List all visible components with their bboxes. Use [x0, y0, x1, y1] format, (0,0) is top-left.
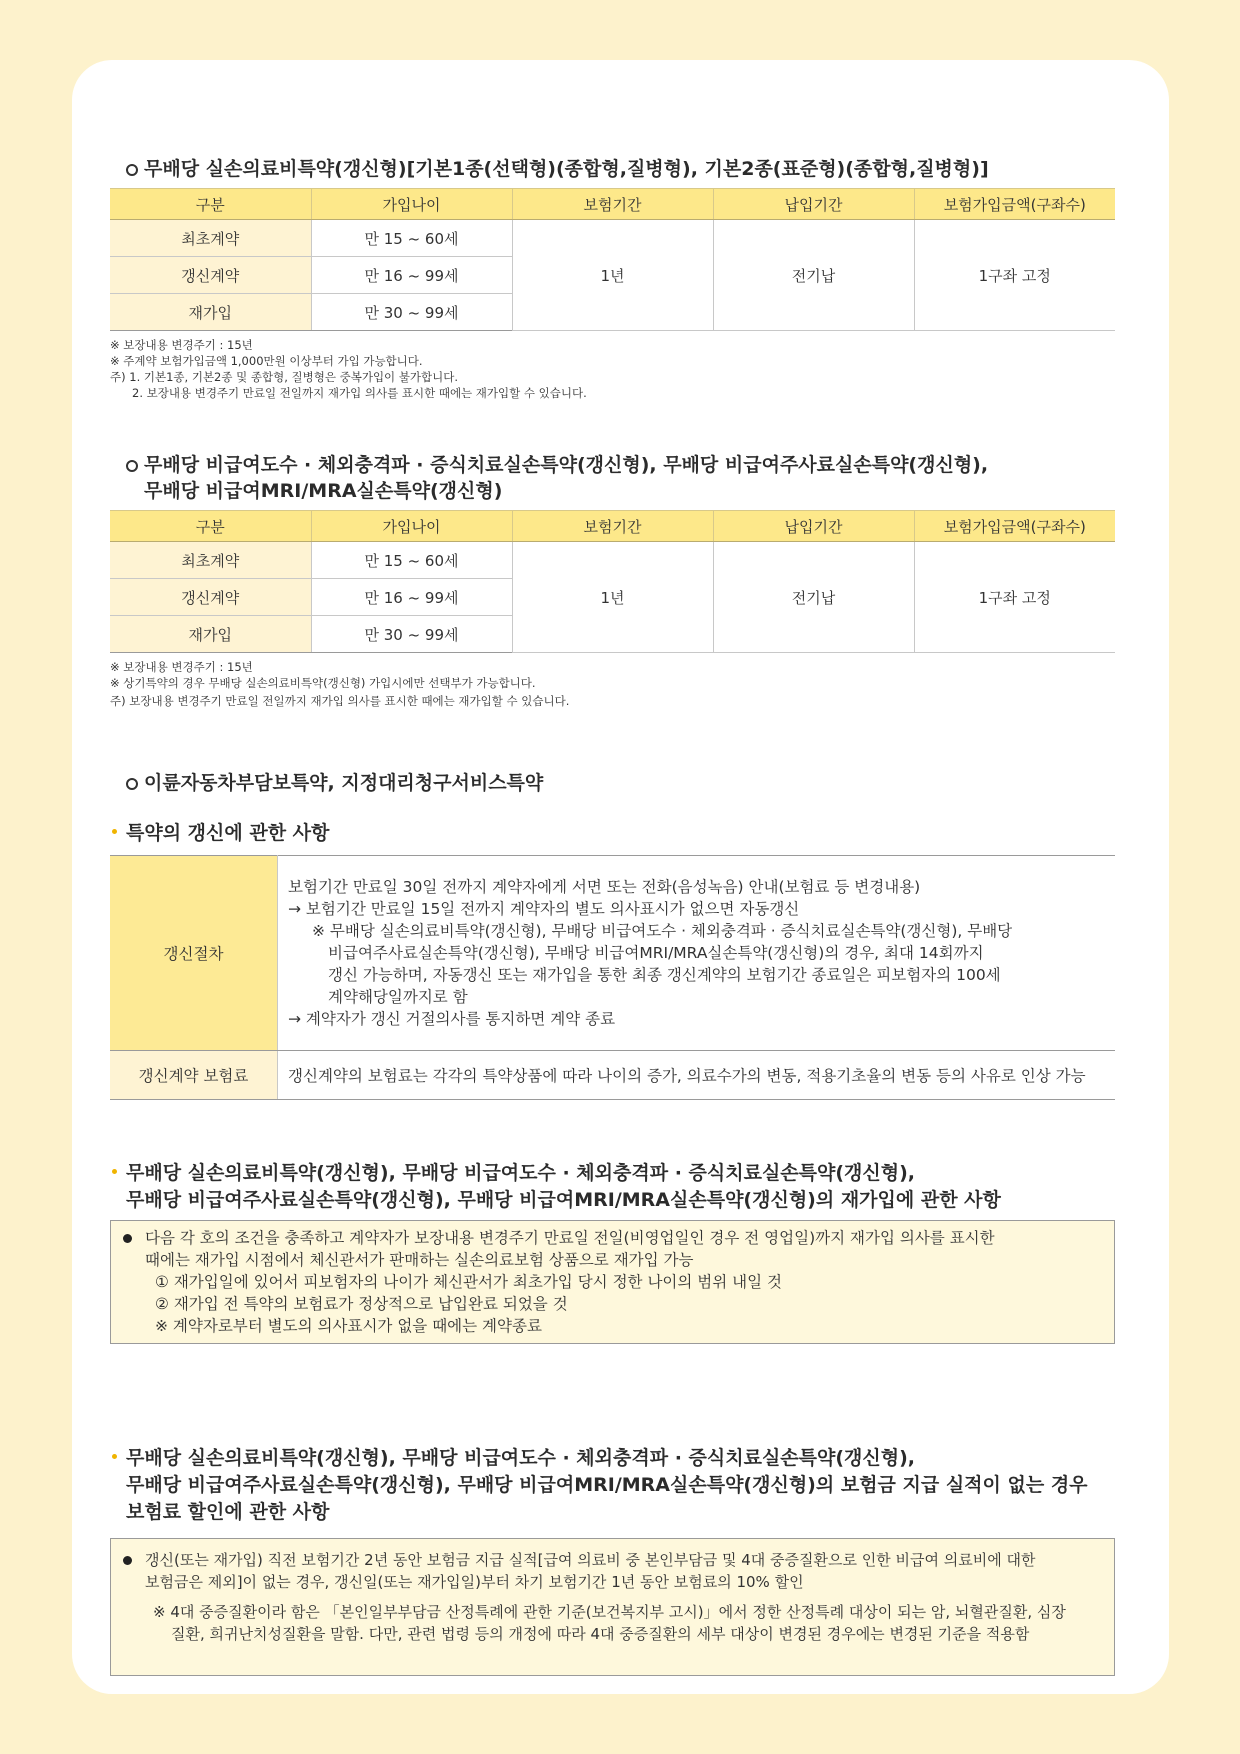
bullet-icon	[123, 1234, 132, 1243]
col-header-category: 구분	[110, 189, 311, 220]
col-header-payment: 납입기간	[713, 189, 914, 220]
section-2-table	[110, 510, 1115, 653]
section-1-notes	[110, 337, 1115, 401]
section-5-title	[110, 1160, 1115, 1214]
procedure-line: 보험기간 만료일 30일 전까지 계약자에게 서면 또는 전화(음성녹음) 안내(보험료 등 변경내용)	[288, 878, 921, 896]
box-line: ※ 계약자로부터 별도의 의사표시가 없을 때에는 계약종료	[155, 1317, 542, 1335]
renewal-premium-text: 갱신계약의 보험료는 각각의 특약상품에 따라 나이의 증가, 의료수가의 변동, 적용기초율의 변동 등의 사유로 인상 가능	[278, 1051, 1116, 1100]
section-1-table	[110, 188, 1115, 331]
section-2-title	[126, 452, 1131, 504]
col-header-period: 보험기간	[512, 511, 713, 542]
section-4-title: 특약의 갱신에 관한 사항	[110, 820, 1115, 847]
table-row	[110, 542, 1115, 579]
amount-cell: 1구좌 고정	[914, 542, 1115, 653]
note: 주) 1. 기본1종, 기본2종 및 종합형, 질병형은 중복가입이 불가합니다.	[110, 370, 459, 384]
section-5-title-line2: 무배당 비급여주사료실손특약(갱신형), 무배당 비급여MRI/MRA실손특약(갱신형)의 재가입에 관한 사항	[126, 1189, 1001, 1211]
row-age: 만 30 ~ 99세	[311, 616, 512, 653]
section-6-title	[110, 1445, 1115, 1526]
col-header-category: 구분	[110, 511, 311, 542]
note: ※ 보장내용 변경주기 : 15년	[110, 660, 253, 674]
period-cell: 1년	[512, 220, 713, 331]
section-3-title: 이륜자동차부담보특약, 지정대리청구서비스특약	[126, 770, 543, 796]
note: ※ 상기특약의 경우 무배당 실손의료비특약(갱신형) 가입시에만 선택부가 가능합니다.	[110, 676, 536, 690]
procedure-line: 비급여주사료실손특약(갱신형), 무배당 비급여MRI/MRA실손특약(갱신형)의 경우, 최대 14회까지	[328, 944, 984, 962]
bullet-item	[119, 1227, 1104, 1271]
col-header-period: 보험기간	[512, 189, 713, 220]
table-header-row	[110, 189, 1115, 220]
payment-cell: 전기납	[713, 220, 914, 331]
box-line: 다음 각 호의 조건을 충족하고 계약자가 보장내용 변경주기 만료일 전일(비영업일인 경우 전 영업일)까지 재가입 의사를 표시한	[145, 1229, 995, 1247]
box-line: ※ 4대 중증질환이라 함은 「본인일부부담금 산정특례에 관한 기준(보건복지부 고시)」에서 정한 산정특례 대상이 되는 암, 뇌혈관질환, 심장	[153, 1603, 1066, 1621]
procedure-line: 계약해당일까지로 함	[328, 988, 468, 1006]
row-label: 최초계약	[110, 542, 311, 579]
row-age: 만 15 ~ 60세	[311, 220, 512, 257]
row-age: 만 30 ~ 99세	[311, 294, 512, 331]
renewal-table	[110, 855, 1115, 1100]
box-line: ② 재가입 전 특약의 보험료가 정상적으로 납입완료 되었을 것	[155, 1295, 568, 1313]
procedure-line: 갱신 가능하며, 자동갱신 또는 재가입을 통한 최종 갱신계약의 보험기간 종료일은 피보험자의 100세	[328, 966, 1001, 984]
section-6-title-line1: 무배당 실손의료비특약(갱신형), 무배당 비급여도수 · 체외충격파 · 증식치료실손특약(갱신형),	[126, 1447, 916, 1469]
bullet-icon	[123, 1556, 132, 1565]
discount-box	[110, 1538, 1115, 1676]
amount-cell: 1구좌 고정	[914, 220, 1115, 331]
page-card	[72, 60, 1169, 1694]
section-2-title-line1: 무배당 비급여도수 · 체외충격파 · 증식치료실손특약(갱신형), 무배당 비급여주사료실손특약(갱신형),	[144, 454, 989, 476]
box-line: 보험금은 제외]이 없는 경우, 갱신일(또는 재가입일)부터 차기 보험기간 1년 동안 보험료의 10% 할인	[145, 1573, 804, 1591]
table-header-row	[110, 511, 1115, 542]
section-2-title-line2: 무배당 비급여MRI/MRA실손특약(갱신형)	[144, 480, 503, 502]
col-header-age: 가입나이	[311, 189, 512, 220]
note: 2. 보장내용 변경주기 만료일 전일까지 재가입 의사를 표시한 때에는 재가입할 수 있습니다.	[132, 386, 587, 400]
section-6-title-line3: 보험료 할인에 관한 사항	[126, 1501, 330, 1523]
note: 주) 보장내용 변경주기 만료일 전일까지 재가입 의사를 표시한 때에는 재가입할 수 있습니다.	[110, 694, 570, 708]
renewal-premium-label: 갱신계약 보험료	[110, 1051, 278, 1100]
section-3	[126, 770, 543, 796]
table-row	[110, 220, 1115, 257]
section-6-title-line2: 무배당 비급여주사료실손특약(갱신형), 무배당 비급여MRI/MRA실손특약(갱신형)의 보험금 지급 실적이 없는 경우	[126, 1474, 1088, 1496]
section-6	[110, 1445, 1115, 1676]
row-label: 최초계약	[110, 220, 311, 257]
note: ※ 보장내용 변경주기 : 15년	[110, 338, 253, 352]
box-line: ① 재가입일에 있어서 피보험자의 나이가 체신관서가 최초가입 당시 정한 나이의 범위 내일 것	[155, 1273, 783, 1291]
box-line: 갱신(또는 재가입) 직전 보험기간 2년 동안 보험금 지급 실적[급여 의료비 중 본인부담금 및 4대 중증질환으로 인한 비급여 의료비에 대한	[145, 1551, 1036, 1569]
section-4	[110, 820, 1115, 1100]
note: ※ 주계약 보험가입금액 1,000만원 이상부터 가입 가능합니다.	[110, 354, 423, 368]
col-header-amount: 보험가입금액(구좌수)	[914, 511, 1115, 542]
col-header-amount: 보험가입금액(구좌수)	[914, 189, 1115, 220]
renewal-procedure-text	[278, 856, 1116, 1051]
row-age: 만 15 ~ 60세	[311, 542, 512, 579]
row-label: 재가입	[110, 294, 311, 331]
procedure-line: → 보험기간 만료일 15일 전까지 계약자의 별도 의사표시가 없으면 자동갱신	[288, 900, 800, 918]
section-1	[110, 156, 1115, 401]
row-age: 만 16 ~ 99세	[311, 579, 512, 616]
box-line: 질환, 희귀난치성질환을 말함. 다만, 관련 법령 등의 개정에 따라 4대 중증질환의 세부 대상이 변경된 경우에는 변경된 기준을 적용함	[171, 1625, 1030, 1643]
section-2-notes	[110, 659, 1115, 709]
period-cell: 1년	[512, 542, 713, 653]
section-1-title: 무배당 실손의료비특약(갱신형)[기본1종(선택형)(종합형,질병형), 기본2종(표준형)(종합형,질병형)]	[126, 156, 1131, 182]
row-label: 갱신계약	[110, 257, 311, 294]
bullet-item	[119, 1549, 1104, 1593]
row-label: 재가입	[110, 616, 311, 653]
procedure-line: → 계약자가 갱신 거절의사를 통지하면 계약 종료	[288, 1010, 616, 1028]
section-5-title-line1: 무배당 실손의료비특약(갱신형), 무배당 비급여도수 · 체외충격파 · 증식치료실손특약(갱신형),	[126, 1162, 916, 1184]
table-row	[110, 1051, 1115, 1100]
col-header-age: 가입나이	[311, 511, 512, 542]
reenrollment-box	[110, 1220, 1115, 1344]
box-line: 때에는 재가입 시점에서 체신관서가 판매하는 실손의료보험 상품으로 재가입 가능	[145, 1251, 694, 1269]
procedure-line: ※ 무배당 실손의료비특약(갱신형), 무배당 비급여도수 · 체외충격파 · 증식치료실손특약(갱신형), 무배당	[312, 922, 1013, 940]
col-header-payment: 납입기간	[713, 511, 914, 542]
row-age: 만 16 ~ 99세	[311, 257, 512, 294]
payment-cell: 전기납	[713, 542, 914, 653]
row-label: 갱신계약	[110, 579, 311, 616]
section-2	[110, 452, 1115, 709]
section-5	[110, 1160, 1115, 1344]
table-row	[110, 856, 1115, 1051]
renewal-procedure-label: 갱신절차	[110, 856, 278, 1051]
